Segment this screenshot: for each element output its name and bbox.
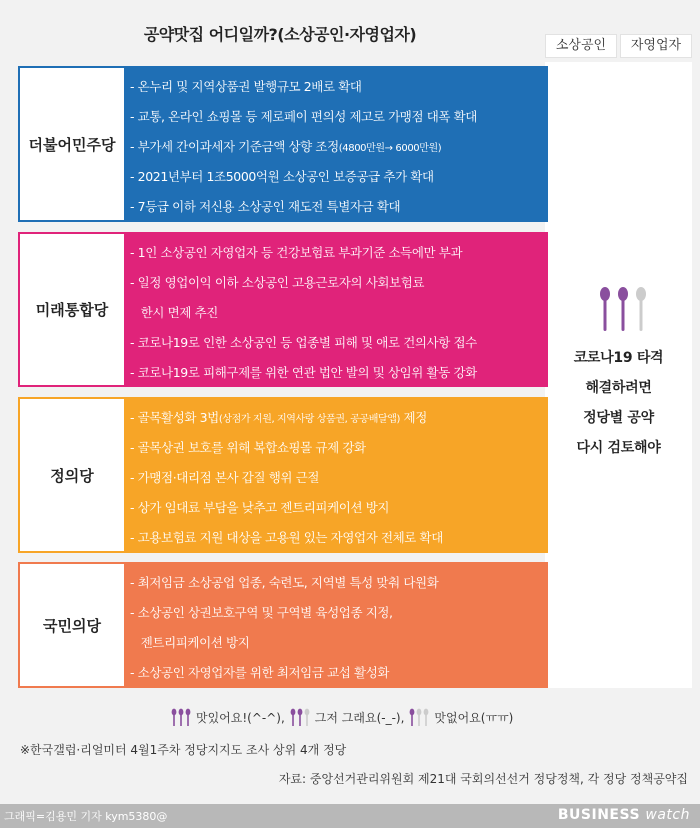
pledge-item: - 일정 영업이익 이하 소상공인 고용근로자의 사회보험료 [130, 275, 425, 290]
pledge-item: - 부가세 간이과세자 기준금액 상향 조정(4800만원→ 6000만원) [130, 139, 442, 154]
legend [170, 708, 513, 726]
pledge-item: - 7등급 이하 저신용 소상공인 재도전 특별자금 확대 [130, 199, 401, 214]
pledge-item: - 최저임금 소상공업 업종, 숙련도, 지역별 특성 맞춰 다원화 [130, 575, 439, 590]
pledge-item: - 소상공인 상권보호구역 및 구역별 육성업종 지정, [130, 605, 393, 620]
party-block-united-future [18, 232, 548, 387]
brand-logo: BUSINESS watch [557, 807, 690, 823]
pledge-item: - 2021년부터 1조5000억원 소상공인 보증공급 추가 확대 [130, 169, 434, 184]
party-pledges [124, 564, 546, 686]
party-block-democratic [18, 66, 548, 222]
spoons-ok-icon [289, 708, 311, 726]
pledge-item: - 코로나19로 피해구제를 위한 연관 법안 발의 및 상임위 활동 강화 [130, 365, 477, 380]
pledge-item: - 교통, 온라인 쇼핑몰 등 제로페이 편의성 제고로 가맹점 대폭 확대 [130, 109, 477, 124]
pledge-item: 한시 면제 추진 [130, 305, 218, 320]
spoon-icon-filled [600, 287, 610, 331]
party-block-justice [18, 397, 548, 553]
pledge-item: - 코로나19로 인한 소상공인 등 업종별 피해 및 애로 건의사항 접수 [130, 335, 477, 350]
pledge-item: - 골목활성화 3법(상점가 지원, 지역사랑 상품권, 공공배달앱) 제정 [130, 410, 427, 425]
spoons-bad-icon [408, 708, 430, 726]
party-pledges [124, 68, 546, 220]
pledge-item: - 1인 소상공인 자영업자 등 건강보험료 부과기준 소득에만 부과 [130, 245, 463, 260]
side-conclusion: 코로나19 타격 해결하려면 정당별 공약 다시 검토해야 [573, 350, 664, 456]
party-block-peoples [18, 562, 548, 688]
pledge-item: - 상가 임대료 부담을 낮추고 젠트리피케이션 방지 [130, 500, 390, 515]
pledge-item: 젠트리피케이션 방지 [130, 635, 250, 650]
source-text: 자료: 중앙선거관리위원회 제21대 국회의선선거 정당정책, 각 정당 정책공약집 [278, 772, 688, 786]
pledge-item: - 온누리 및 지역상품권 발행규모 2배로 확대 [130, 79, 362, 94]
legend-ok-label: 그저 그래요(-_-), [314, 710, 405, 725]
party-pledges [124, 399, 546, 551]
legend-bad-label: 맛없어요(ㅠㅠ) [434, 710, 514, 725]
party-name: 정의당 [20, 399, 124, 551]
tag-self-employed: 자영업자 [620, 34, 692, 58]
spoons-good-icon [170, 708, 192, 726]
pledge-item: - 골목상권 보호를 위해 복합쇼핑몰 규제 강화 [130, 440, 366, 455]
pledge-item: - 소상공인 자영업자를 위한 최저임금 교섭 활성화 [130, 665, 390, 680]
party-pledges [124, 234, 546, 385]
party-name: 국민의당 [20, 564, 124, 686]
legend-good-label: 맛있어요!(^-^), [196, 710, 285, 725]
tag-small-business: 소상공인 [545, 34, 617, 58]
spoon-icon-filled [618, 287, 628, 331]
page-title: 공약맛집 어디일까?(소상공인·자영업자) [143, 25, 417, 44]
party-name: 더불어민주당 [20, 68, 124, 220]
footnote: ※한국갤럽·리얼미터 4월1주차 정당지지도 조사 상위 4개 정당 [20, 743, 347, 757]
spoons-rating-icon [595, 286, 655, 332]
spoon-icon-empty [636, 287, 646, 331]
footer-bar [0, 804, 700, 828]
graphic-credit: 그래픽=김용민 기자 kym5380@ [4, 810, 168, 823]
pledge-item: - 고용보험료 지원 대상을 고용원 있는 자영업자 전체로 확대 [130, 530, 443, 545]
party-name: 미래통합당 [20, 234, 124, 385]
pledge-item: - 가맹점·대리점 본사 갑질 행위 근절 [130, 470, 320, 485]
